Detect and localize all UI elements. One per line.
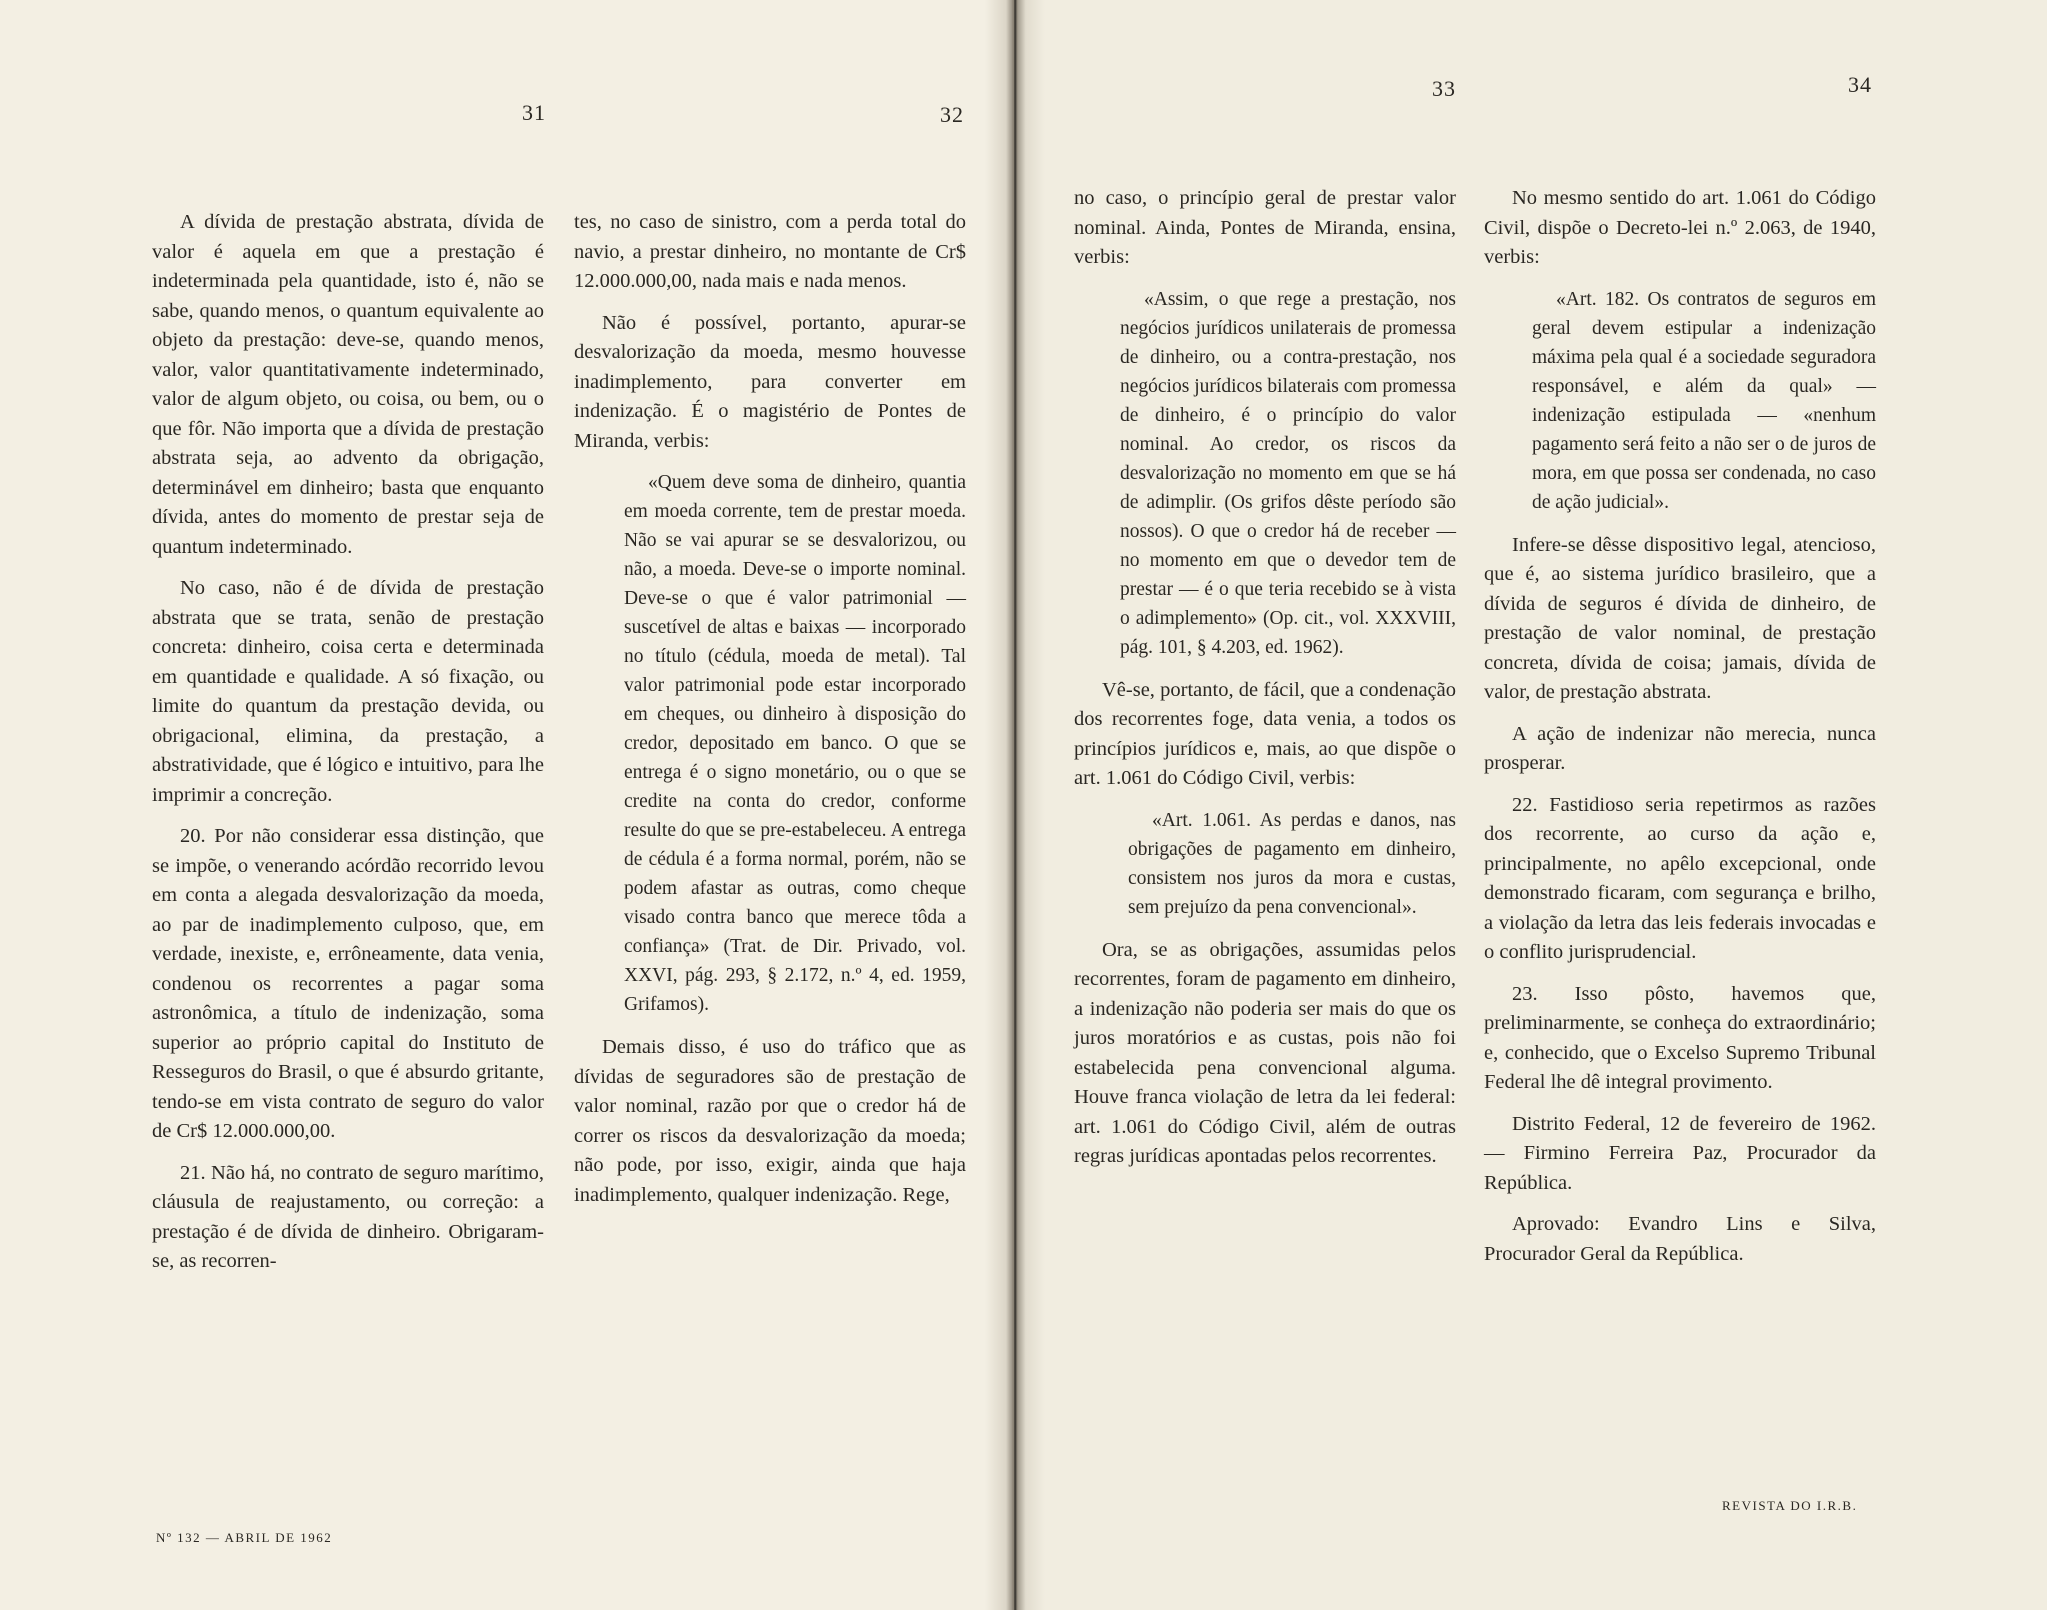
page-number-31: 31	[522, 100, 546, 125]
column-page-33	[1074, 184, 1456, 1184]
block-quote	[1074, 806, 1456, 922]
footer-issue: Nº 132 — ABRIL DE 1962	[156, 1530, 333, 1545]
paragraph: Vê-se, portanto, de fácil, que a condenação dos recorrentes foge, data venia, a todos os princípios jurídicos e, mais, ao que dispõe o art. 1.061 do Código Civil, verbis:	[1074, 678, 1456, 789]
quote-text: «Art. 182. Os contratos de seguros em geral devem estipular a indenização máxima pela qual é a sociedade seguradora responsável, e além da qual» — indenização estipulada — «nenhum pagamento será feito a não ser o de juros de mora, em que possa ser condenada, no caso de ação judicial».	[1532, 288, 1876, 513]
paragraph: Ora, se as obrigações, assumidas pelos recorrentes, foram de pagamento em dinheiro, a indenização não poderia ser mais do que os juros moratórios e as custas, pois não foi estabelecida pena convencional alguma. Houve franca violação de letra da lei federal: art. 1.061 do Código Civil, além de outras regras jurídicas apontadas pelos recorrentes.	[1074, 938, 1456, 1167]
column-page-34	[1484, 184, 1876, 1281]
column-page-31	[152, 208, 544, 1289]
block-quote	[1074, 285, 1456, 662]
footer-journal: REVISTA DO I.R.B.	[1722, 1498, 1858, 1513]
paragraph: 22. Fastidioso seria repetirmos as razões dos recorrente, ao curso da ação e, principalmente, no apêlo excepcional, onde demonstrado ficaram, com segurança e brilho, a violação da letra das leis federais invocadas e o conflito jurisprudencial.	[1484, 793, 1876, 963]
block-quote	[574, 468, 966, 1019]
page-number-32: 32	[940, 102, 964, 127]
paragraph: A ação de indenizar não merecia, nunca prosperar.	[1484, 722, 1876, 774]
paragraph: A dívida de prestação abstrata, dívida de valor é aquela em que a prestação é indeterminada pela quantidade, isto é, não se sabe, quando menos, o quantum equivalente ao objeto da prestação: deve-se, quando menos, valor, valor quantitativamente indeterminado, valor de algum objeto, ou coisa, ou bem, ou o que fôr. Não importa que a dívida de prestação abstrata seja, ao advento da obrigação, determinável em dinheiro; basta que enquanto dívida, antes do momento de prestar seja de quantum indeterminado.	[152, 211, 544, 558]
quote-text: «Assim, o que rege a prestação, nos negócios jurídicos unilaterais de promessa de dinheiro, ou a contra-prestação, nos negócios jurídicos bilaterais com promessa de dinheiro, é o princípio do valor nominal. Ao credor, os riscos da desvalorização no momento em que se há de adimplir. (Os grifos dêste período são nossos). O que o credor há de receber — no momento em que o devedor tem de prestar — é o que teria recebido se à vista o adimplemento» (Op. cit., vol. XXXVIII, pág. 101, § 4.203, ed. 1962).	[1120, 288, 1456, 658]
paragraph: 23. Isso pôsto, havemos que, preliminarmente, se conheça do extraordinário; e, conhecido, que o Excelso Supremo Tribunal Federal lhe dê integral provimento.	[1484, 982, 1876, 1093]
column-page-32	[574, 208, 966, 1222]
paragraph: Demais disso, é uso do tráfico que as dívidas de seguradores são de prestação de valor nominal, razão por que o credor há de correr os riscos da desvalorização da moeda; não pode, por isso, exigir, ainda que haja inadimplemento, qualquer indenização. Rege,	[574, 1036, 966, 1206]
paragraph: Não é possível, portanto, apurar-se desvalorização da moeda, mesmo houvesse inadimplemento, para converter em indenização. É o magistério de Pontes de Miranda, verbis:	[574, 311, 966, 452]
paragraph: No caso, não é de dívida de prestação abstrata que se trata, senão de prestação concreta: dinheiro, coisa certa e determinada em quantidade e qualidade. A só fixação, ou limite do quantum da prestação devida, ou obrigacional, elimina, da prestação, a abstratividade, que é lógico e intuitivo, para lhe imprimir a concreção.	[152, 577, 544, 806]
paragraph: 21. Não há, no contrato de seguro marítimo, cláusula de reajustamento, ou correção: a prestação é de dívida de dinheiro. Obrigaram-se, as recorren-	[152, 1161, 544, 1272]
page-number-33: 33	[1432, 76, 1456, 101]
paragraph: Infere-se dêsse dispositivo legal, atencioso, que é, ao sistema jurídico brasileiro, que a dívida de seguros é dívida de dinheiro, de prestação de valor nominal, de prestação concreta, dívida de coisa; jamais, dívida de valor, de prestação abstrata.	[1484, 533, 1876, 703]
paragraph: no caso, o princípio geral de prestar valor nominal. Ainda, Pontes de Miranda, ensina, verbis:	[1074, 187, 1456, 268]
paragraph: tes, no caso de sinistro, com a perda total do navio, a prestar dinheiro, no montante de Cr$ 12.000.000,00, nada mais e nada menos.	[574, 211, 966, 292]
page-number-34: 34	[1848, 72, 1872, 97]
book-gutter	[985, 0, 1045, 1610]
block-quote	[1484, 285, 1876, 517]
paragraph: 20. Por não considerar essa distinção, que se impõe, o venerando acórdão recorrido levou em conta a alegada desvalorização da moeda, ao par de inadimplemento culposo, que, em verdade, inexiste, e, errôneamente, data venia, condenou os recorrentes a pagar soma astronômica, a título de indenização, soma superior ao próprio capital do Instituto de Resseguros do Brasil, o que é absurdo gritante, tendo-se em vista contrato de seguro do valor de Cr$ 12.000.000,00.	[152, 825, 544, 1142]
paragraph: Aprovado: Evandro Lins e Silva, Procurador Geral da República.	[1484, 1213, 1876, 1265]
quote-text: «Quem deve soma de dinheiro, quantia em moeda corrente, tem de prestar moeda. Não se vai apurar se se desvalorizou, ou não, a moeda. Deve-se o importe nominal. Deve-se o que é valor patrimonial — suscetível de altas e baixas — incorporado no título (cédula, moeda de metal). Tal valor patrimonial pode estar incorporado em cheques, ou dinheiro à disposição do credor, depositado em banco. O que se entrega é o signo monetário, ou o que se credite na conta do credor, conforme resulte do que se pre-estabeleceu. A entrega de cédula é a forma normal, porém, não se podem afastar as outras, como cheque visado contra banco que merece tôda a confiança» (Trat. de Dir. Privado, vol. XXVI, pág. 293, § 2.172, n.º 4, ed. 1959, Grifamos).	[624, 472, 966, 1015]
paragraph: No mesmo sentido do art. 1.061 do Código Civil, dispõe o Decreto-lei n.º 2.063, de 1940, verbis:	[1484, 187, 1876, 268]
paragraph: Distrito Federal, 12 de fevereiro de 1962. — Firmino Ferreira Paz, Procurador da República.	[1484, 1112, 1876, 1194]
quote-text: «Art. 1.061. As perdas e danos, nas obrigações de pagamento em dinheiro, consistem nos juros da mora e custas, sem prejuízo da pena convencional».	[1128, 809, 1456, 918]
